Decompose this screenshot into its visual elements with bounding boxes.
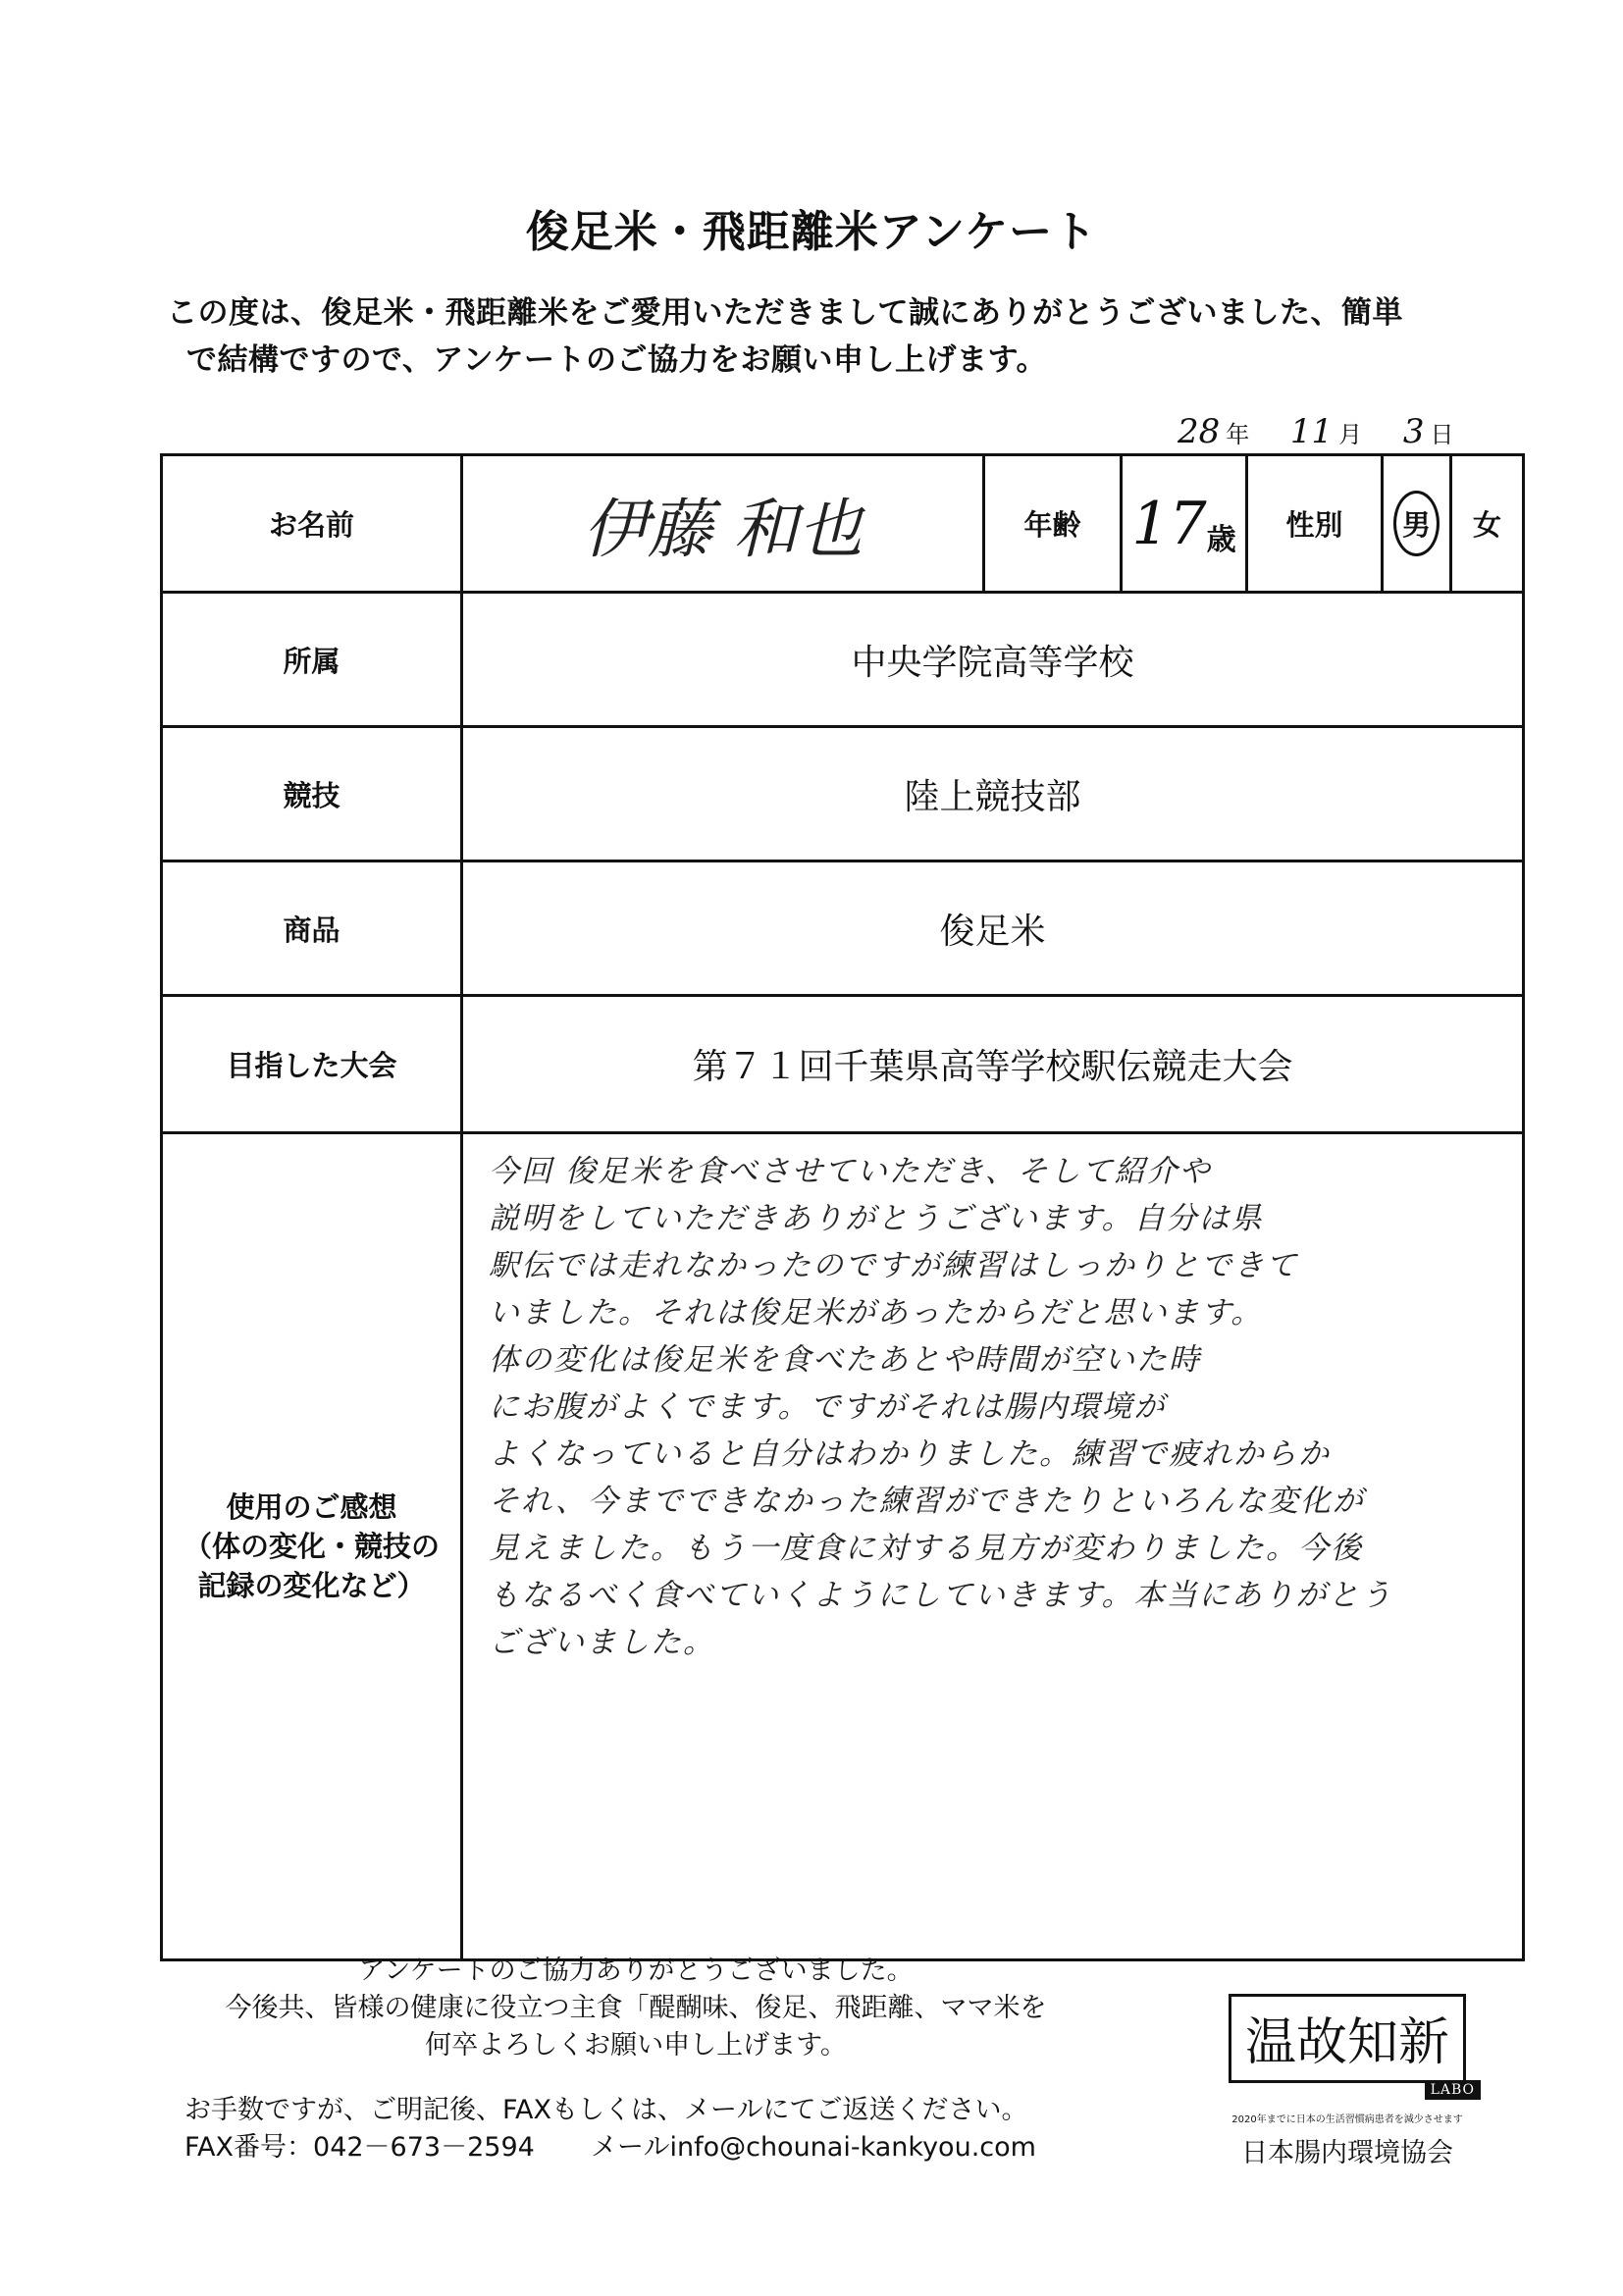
gender-male-option[interactable]	[1383, 455, 1451, 593]
event-field[interactable]: 第７１回千葉県高等学校駅伝競走大会	[462, 996, 1524, 1133]
gender-female-option[interactable]: 女	[1451, 455, 1524, 593]
row-product	[162, 861, 1524, 996]
impressions-label-line-1: 使用のご感想	[226, 1490, 397, 1524]
impressions-line: 今回 俊足米を食べさせていただき、そして紹介や	[489, 1154, 1212, 1189]
intro-text	[167, 289, 1482, 384]
gender-male-circled: 男	[1393, 491, 1440, 556]
impressions-line: もなるべく食べていくようにしていきます。本当にありがとう	[489, 1578, 1393, 1613]
gender-label: 性別	[1247, 455, 1383, 593]
impressions-line: よくなっていると自分はわかりました。練習で疲れからか	[489, 1436, 1331, 1472]
row-name	[162, 455, 1524, 593]
name-field[interactable]: 伊藤 和也	[462, 455, 984, 593]
age-label: 年齢	[984, 455, 1122, 593]
mail-address[interactable]: メールinfo@chounai-kankyou.com	[591, 2132, 1036, 2163]
logo-badge: LABO	[1425, 2080, 1481, 2100]
date-year: 28	[1178, 412, 1221, 451]
date-month: 11	[1289, 412, 1334, 451]
impressions-line: 体の変化は俊足米を食べたあとや時間が空いた時	[489, 1342, 1201, 1378]
intro-line-2: で結構ですので、アンケートのご協力をお願い申し上げます。	[186, 342, 1048, 378]
date-day-unit: 日	[1430, 421, 1454, 448]
survey-form-table	[160, 453, 1525, 1961]
date-year-unit: 年	[1226, 421, 1250, 448]
impressions-line: 見えました。もう一度食に対する見方が変わりました。今後	[489, 1531, 1363, 1566]
date-month-unit: 月	[1338, 421, 1363, 448]
date-field	[1178, 412, 1453, 451]
row-affiliation	[162, 593, 1524, 727]
footer	[184, 1953, 1087, 2166]
product-label: 商品	[162, 861, 462, 996]
logo-text: 温故知新	[1244, 2013, 1449, 2072]
name-label: お名前	[162, 455, 462, 593]
product-field[interactable]: 俊足米	[462, 861, 1524, 996]
age-unit: 歳	[1206, 522, 1236, 557]
fax-number: FAX番号：042－673－2594	[184, 2132, 535, 2163]
logo-tagline: 2020年までに日本の生活習慣病患者を減少させます	[1231, 2114, 1463, 2125]
sport-field[interactable]: 陸上競技部	[462, 727, 1524, 861]
impressions-field[interactable]	[462, 1133, 1524, 1960]
date-day: 3	[1402, 412, 1425, 451]
age-value: 17	[1131, 489, 1207, 558]
impressions-line: ございました。	[489, 1625, 715, 1660]
footer-contact	[184, 2129, 1087, 2166]
impressions-label-line-3: 記録の変化など）	[197, 1569, 426, 1602]
footer-return-note: お手数ですが、ご明記後、FAXもしくは、メールにてご返送ください。	[184, 2095, 1028, 2125]
impressions-line: にお腹がよくでます。ですがそれは腸内環境が	[489, 1389, 1167, 1425]
intro-line-1: この度は、俊足米・飛距離米をご愛用いただきまして誠にありがとうございました、簡単	[167, 295, 1403, 331]
footer-thanks: アンケートのご協力ありがとうございました。	[358, 1956, 914, 1986]
logo-org-name: 日本腸内環境協会	[1241, 2138, 1453, 2168]
sport-label: 競技	[162, 727, 462, 861]
footer-line-3: 何卒よろしくお願い申し上げます。	[425, 2030, 847, 2061]
logo-mark	[1229, 1994, 1475, 2098]
impressions-line: いました。それは俊足米があったからだと思います。	[489, 1295, 1264, 1331]
impressions-line: 駅伝では走れなかったのですが練習はしっかりとできて	[489, 1248, 1298, 1283]
affiliation-label: 所属	[162, 593, 462, 727]
footer-line-2: 今後共、皆様の健康に役立つ主食「醍醐味、俊足、飛距離、ママ米を	[225, 1993, 1047, 2023]
impressions-line: それ、今までできなかった練習ができたりといろんな変化が	[489, 1484, 1365, 1519]
event-label: 目指した大会	[162, 996, 462, 1133]
row-sport	[162, 727, 1524, 861]
impressions-label	[162, 1133, 462, 1960]
impressions-line: 説明をしていただきありがとうございます。自分は県	[489, 1201, 1264, 1236]
row-impressions	[162, 1133, 1524, 1960]
logo	[1195, 1994, 1499, 2169]
impressions-label-line-2: （体の変化・競技の	[183, 1530, 440, 1563]
row-event	[162, 996, 1524, 1133]
affiliation-field[interactable]: 中央学院高等学校	[462, 593, 1524, 727]
survey-title: 俊足米・飛距離米アンケート	[525, 207, 1098, 257]
age-field[interactable]	[1122, 455, 1247, 593]
